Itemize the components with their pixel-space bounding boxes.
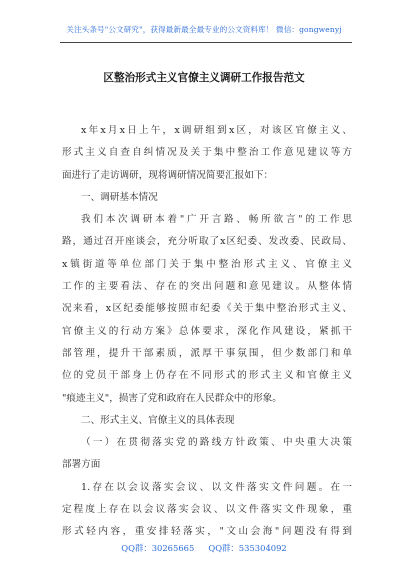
- section-heading: 二、形式主义、官僚主义的具体表现: [81, 414, 235, 426]
- body-line: 我们本次调研本着"广开言路、畅所欲言"的工作思: [81, 214, 352, 226]
- section-heading: 一、调研基本情况: [81, 191, 158, 203]
- body-line: 形式轻内容，重安排轻落实，"文山会海"问题没有得到: [62, 526, 352, 538]
- body-line: x年x月x日上午，x调研组到x区，对该区官僚主义、: [81, 125, 352, 136]
- body-line: 1.存在以会议落实会议、以文件落实文件问题。在一: [81, 481, 352, 493]
- body-line: 路，通过召开座谈会，充分听取了x区纪委、发改委、民政局、: [62, 236, 352, 248]
- document-body: [62, 120, 352, 544]
- body-line: 定程度上存在以会议落实会议、以文件落实文件现象，重: [62, 504, 352, 516]
- body-line: 况来看，x区纪委能够按照市纪委《关于集中整治形式主义、: [62, 303, 352, 315]
- body-line: 位的党员干部身上仍存在不同形式的形式主义和官僚主义: [62, 370, 352, 382]
- body-line: 部管理，提升干部素质，派厚干事氛围，但少数部门和单: [62, 347, 352, 359]
- body-line: "痕迹主义"，损害了党和政府在人民群众中的形象。: [62, 392, 282, 404]
- footer-qq-group-2[interactable]: QQ群：535304092: [208, 543, 287, 553]
- footer-banner: [0, 542, 408, 554]
- header-divider: [60, 42, 352, 43]
- subsection-heading: 部署方面: [62, 459, 101, 471]
- footer-qq-group-1[interactable]: QQ群：30265665: [121, 543, 195, 553]
- subsection-heading: （一）在贯彻落实党的路线方针政策、中央重大决策: [81, 437, 352, 449]
- body-line: 工作的主要看法、存在的突出问题和意见建议。从整体情: [62, 281, 352, 293]
- body-line: 形式主义自查自纠情况及关于集中整治工作意见建议等方: [62, 147, 352, 159]
- document-title: 区整治形式主义官僚主义调研工作报告范文: [103, 72, 305, 84]
- body-line: x镇街道等单位部门关于集中整治形式主义、官僚主义: [62, 258, 352, 270]
- body-line: 官僚主义的行动方案》总体要求，深化作风建设，紧抓干: [62, 325, 352, 337]
- body-line: 面进行了走访调研，现将调研情况简要汇报如下：: [62, 169, 274, 181]
- header-banner[interactable]: 关注头条号"公文研究"，获得最新最全最专业的公文资料库！ 微信：gongwenyj: [66, 25, 342, 34]
